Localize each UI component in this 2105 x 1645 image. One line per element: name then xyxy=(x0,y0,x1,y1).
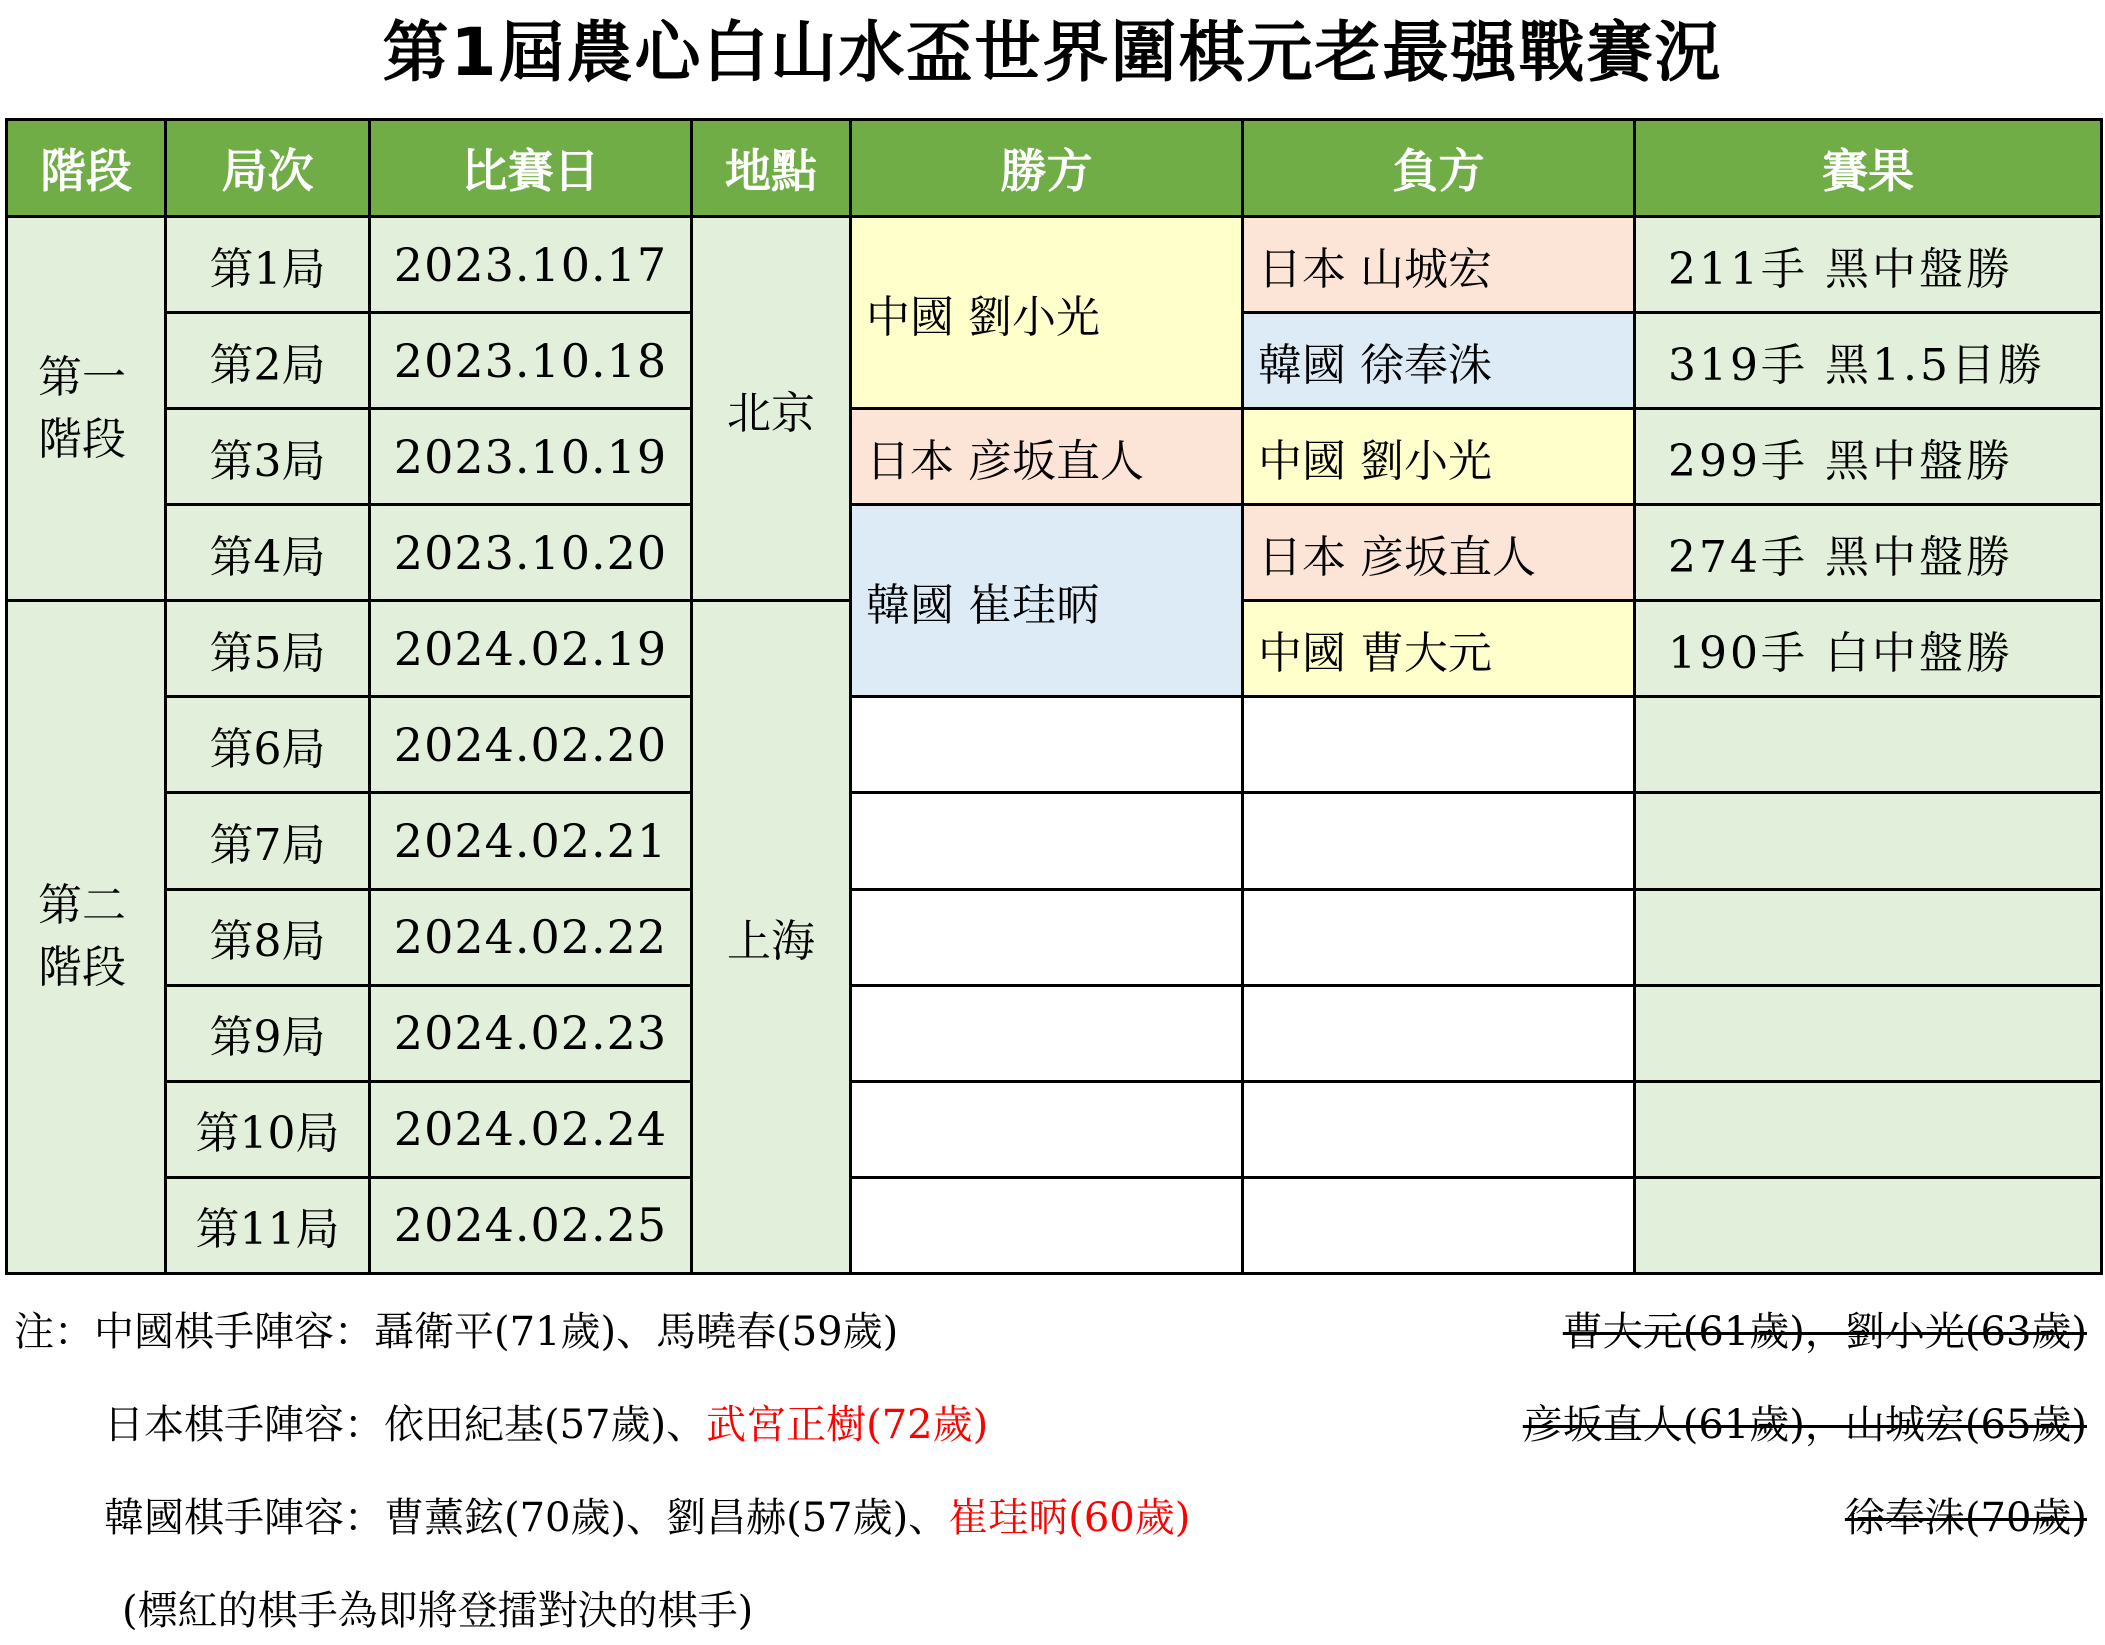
location-cell-2: 上海 xyxy=(692,601,851,1274)
date-cell: 2024.02.20 xyxy=(370,697,692,793)
stage-cell-2 xyxy=(7,601,166,1274)
table-header-row xyxy=(7,120,2102,217)
japan-next-player: 武宮正樹(72歲) xyxy=(706,1402,989,1448)
round-cell: 第11局 xyxy=(166,1177,370,1273)
winner-cell xyxy=(851,697,1243,793)
date-cell: 2023.10.19 xyxy=(370,409,692,505)
date-cell: 2023.10.18 xyxy=(370,313,692,409)
loser-cell xyxy=(1243,697,1635,793)
round-cell: 第1局 xyxy=(166,217,370,313)
date-cell: 2024.02.21 xyxy=(370,793,692,889)
china-active-players: 聶衛平(71歲)、馬曉春(59歲) xyxy=(374,1309,899,1355)
result-cell: 299手 黑中盤勝 xyxy=(1635,409,2102,505)
japan-roster-line xyxy=(104,1393,988,1450)
loser-cell xyxy=(1243,1081,1635,1177)
header-location: 地點 xyxy=(692,120,851,217)
table-row xyxy=(7,1081,2102,1177)
winner-cell: 中國 劉小光 xyxy=(851,217,1243,409)
result-cell: 211手 黑中盤勝 xyxy=(1635,217,2102,313)
date-cell: 2023.10.17 xyxy=(370,217,692,313)
stage-cell-1 xyxy=(7,217,166,601)
loser-cell: 日本 彦坂直人 xyxy=(1243,505,1635,601)
header-loser: 負方 xyxy=(1243,120,1635,217)
china-eliminated-players: 曹大元(61歲)，劉小光(63歲) xyxy=(1562,1309,2087,1355)
winner-cell xyxy=(851,793,1243,889)
table-row xyxy=(7,1177,2102,1273)
stage-label-line1: 第一 xyxy=(38,351,126,403)
table-row xyxy=(7,505,2102,601)
result-cell xyxy=(1635,793,2102,889)
korea-next-player: 崔珪昞(60歲) xyxy=(948,1495,1191,1541)
footnote: (標紅的棋手為即將登擂對決的棋手) xyxy=(122,1588,754,1634)
result-cell xyxy=(1635,697,2102,793)
header-date: 比賽日 xyxy=(370,120,692,217)
round-cell: 第10局 xyxy=(166,1081,370,1177)
winner-cell xyxy=(851,1081,1243,1177)
result-cell xyxy=(1635,889,2102,985)
result-cell xyxy=(1635,1177,2102,1273)
loser-cell xyxy=(1243,1177,1635,1273)
loser-cell: 中國 曹大元 xyxy=(1243,601,1635,697)
date-cell: 2024.02.23 xyxy=(370,985,692,1081)
loser-cell: 中國 劉小光 xyxy=(1243,409,1635,505)
loser-cell xyxy=(1243,889,1635,985)
table-row xyxy=(7,889,2102,985)
table-row xyxy=(7,985,2102,1081)
result-cell: 274手 黑中盤勝 xyxy=(1635,505,2102,601)
winner-cell: 韓國 崔珪昞 xyxy=(851,505,1243,697)
loser-cell: 日本 山城宏 xyxy=(1243,217,1635,313)
stage-label-line2: 階段 xyxy=(38,942,126,994)
table-row xyxy=(7,697,2102,793)
result-cell xyxy=(1635,1081,2102,1177)
round-cell: 第8局 xyxy=(166,889,370,985)
result-cell xyxy=(1635,985,2102,1081)
result-cell: 190手 白中盤勝 xyxy=(1635,601,2102,697)
japan-eliminated-players: 彦坂直人(61歲)，山城宏(65歲) xyxy=(1522,1402,2087,1448)
loser-cell: 韓國 徐奉洙 xyxy=(1243,313,1635,409)
stage-label-line1: 第二 xyxy=(38,880,126,932)
winner-cell xyxy=(851,889,1243,985)
china-roster-label: 中國棋手陣容： xyxy=(94,1309,374,1355)
winner-cell xyxy=(851,985,1243,1081)
round-cell: 第2局 xyxy=(166,313,370,409)
notes-prefix: 注： xyxy=(14,1309,94,1355)
table-row xyxy=(7,217,2102,313)
winner-cell: 日本 彦坂直人 xyxy=(851,409,1243,505)
table-row xyxy=(7,409,2102,505)
table-row xyxy=(7,793,2102,889)
korea-active-players: 曹薰鉉(70歲)、劉昌赫(57歲)、 xyxy=(384,1495,949,1541)
result-cell: 319手 黑1.5目勝 xyxy=(1635,313,2102,409)
round-cell: 第6局 xyxy=(166,697,370,793)
round-cell: 第5局 xyxy=(166,601,370,697)
round-cell: 第9局 xyxy=(166,985,370,1081)
date-cell: 2024.02.24 xyxy=(370,1081,692,1177)
korea-eliminated-players: 徐奉洙(70歲) xyxy=(1844,1495,2087,1541)
date-cell: 2023.10.20 xyxy=(370,505,692,601)
location-cell-1: 北京 xyxy=(692,217,851,601)
round-cell: 第3局 xyxy=(166,409,370,505)
header-stage: 階段 xyxy=(7,120,166,217)
date-cell: 2024.02.19 xyxy=(370,601,692,697)
loser-cell xyxy=(1243,985,1635,1081)
loser-cell xyxy=(1243,793,1635,889)
winner-cell xyxy=(851,1177,1243,1273)
header-winner: 勝方 xyxy=(851,120,1243,217)
page-title: 第1屆農心白山水盃世界圍棋元老最强戰賽況 xyxy=(382,14,1723,91)
round-cell: 第4局 xyxy=(166,505,370,601)
date-cell: 2024.02.22 xyxy=(370,889,692,985)
korea-roster-label: 韓國棋手陣容： xyxy=(104,1495,384,1541)
japan-active-players: 依田紀基(57歲)、 xyxy=(384,1402,707,1448)
korea-roster-line xyxy=(104,1486,1190,1543)
notes-section xyxy=(0,1290,2105,1645)
header-round: 局次 xyxy=(166,120,370,217)
results-table xyxy=(5,118,2103,1275)
japan-roster-label: 日本棋手陣容： xyxy=(104,1402,384,1448)
header-result: 賽果 xyxy=(1635,120,2102,217)
round-cell: 第7局 xyxy=(166,793,370,889)
stage-label-line2: 階段 xyxy=(38,413,126,465)
date-cell: 2024.02.25 xyxy=(370,1177,692,1273)
china-roster-line xyxy=(14,1300,898,1357)
